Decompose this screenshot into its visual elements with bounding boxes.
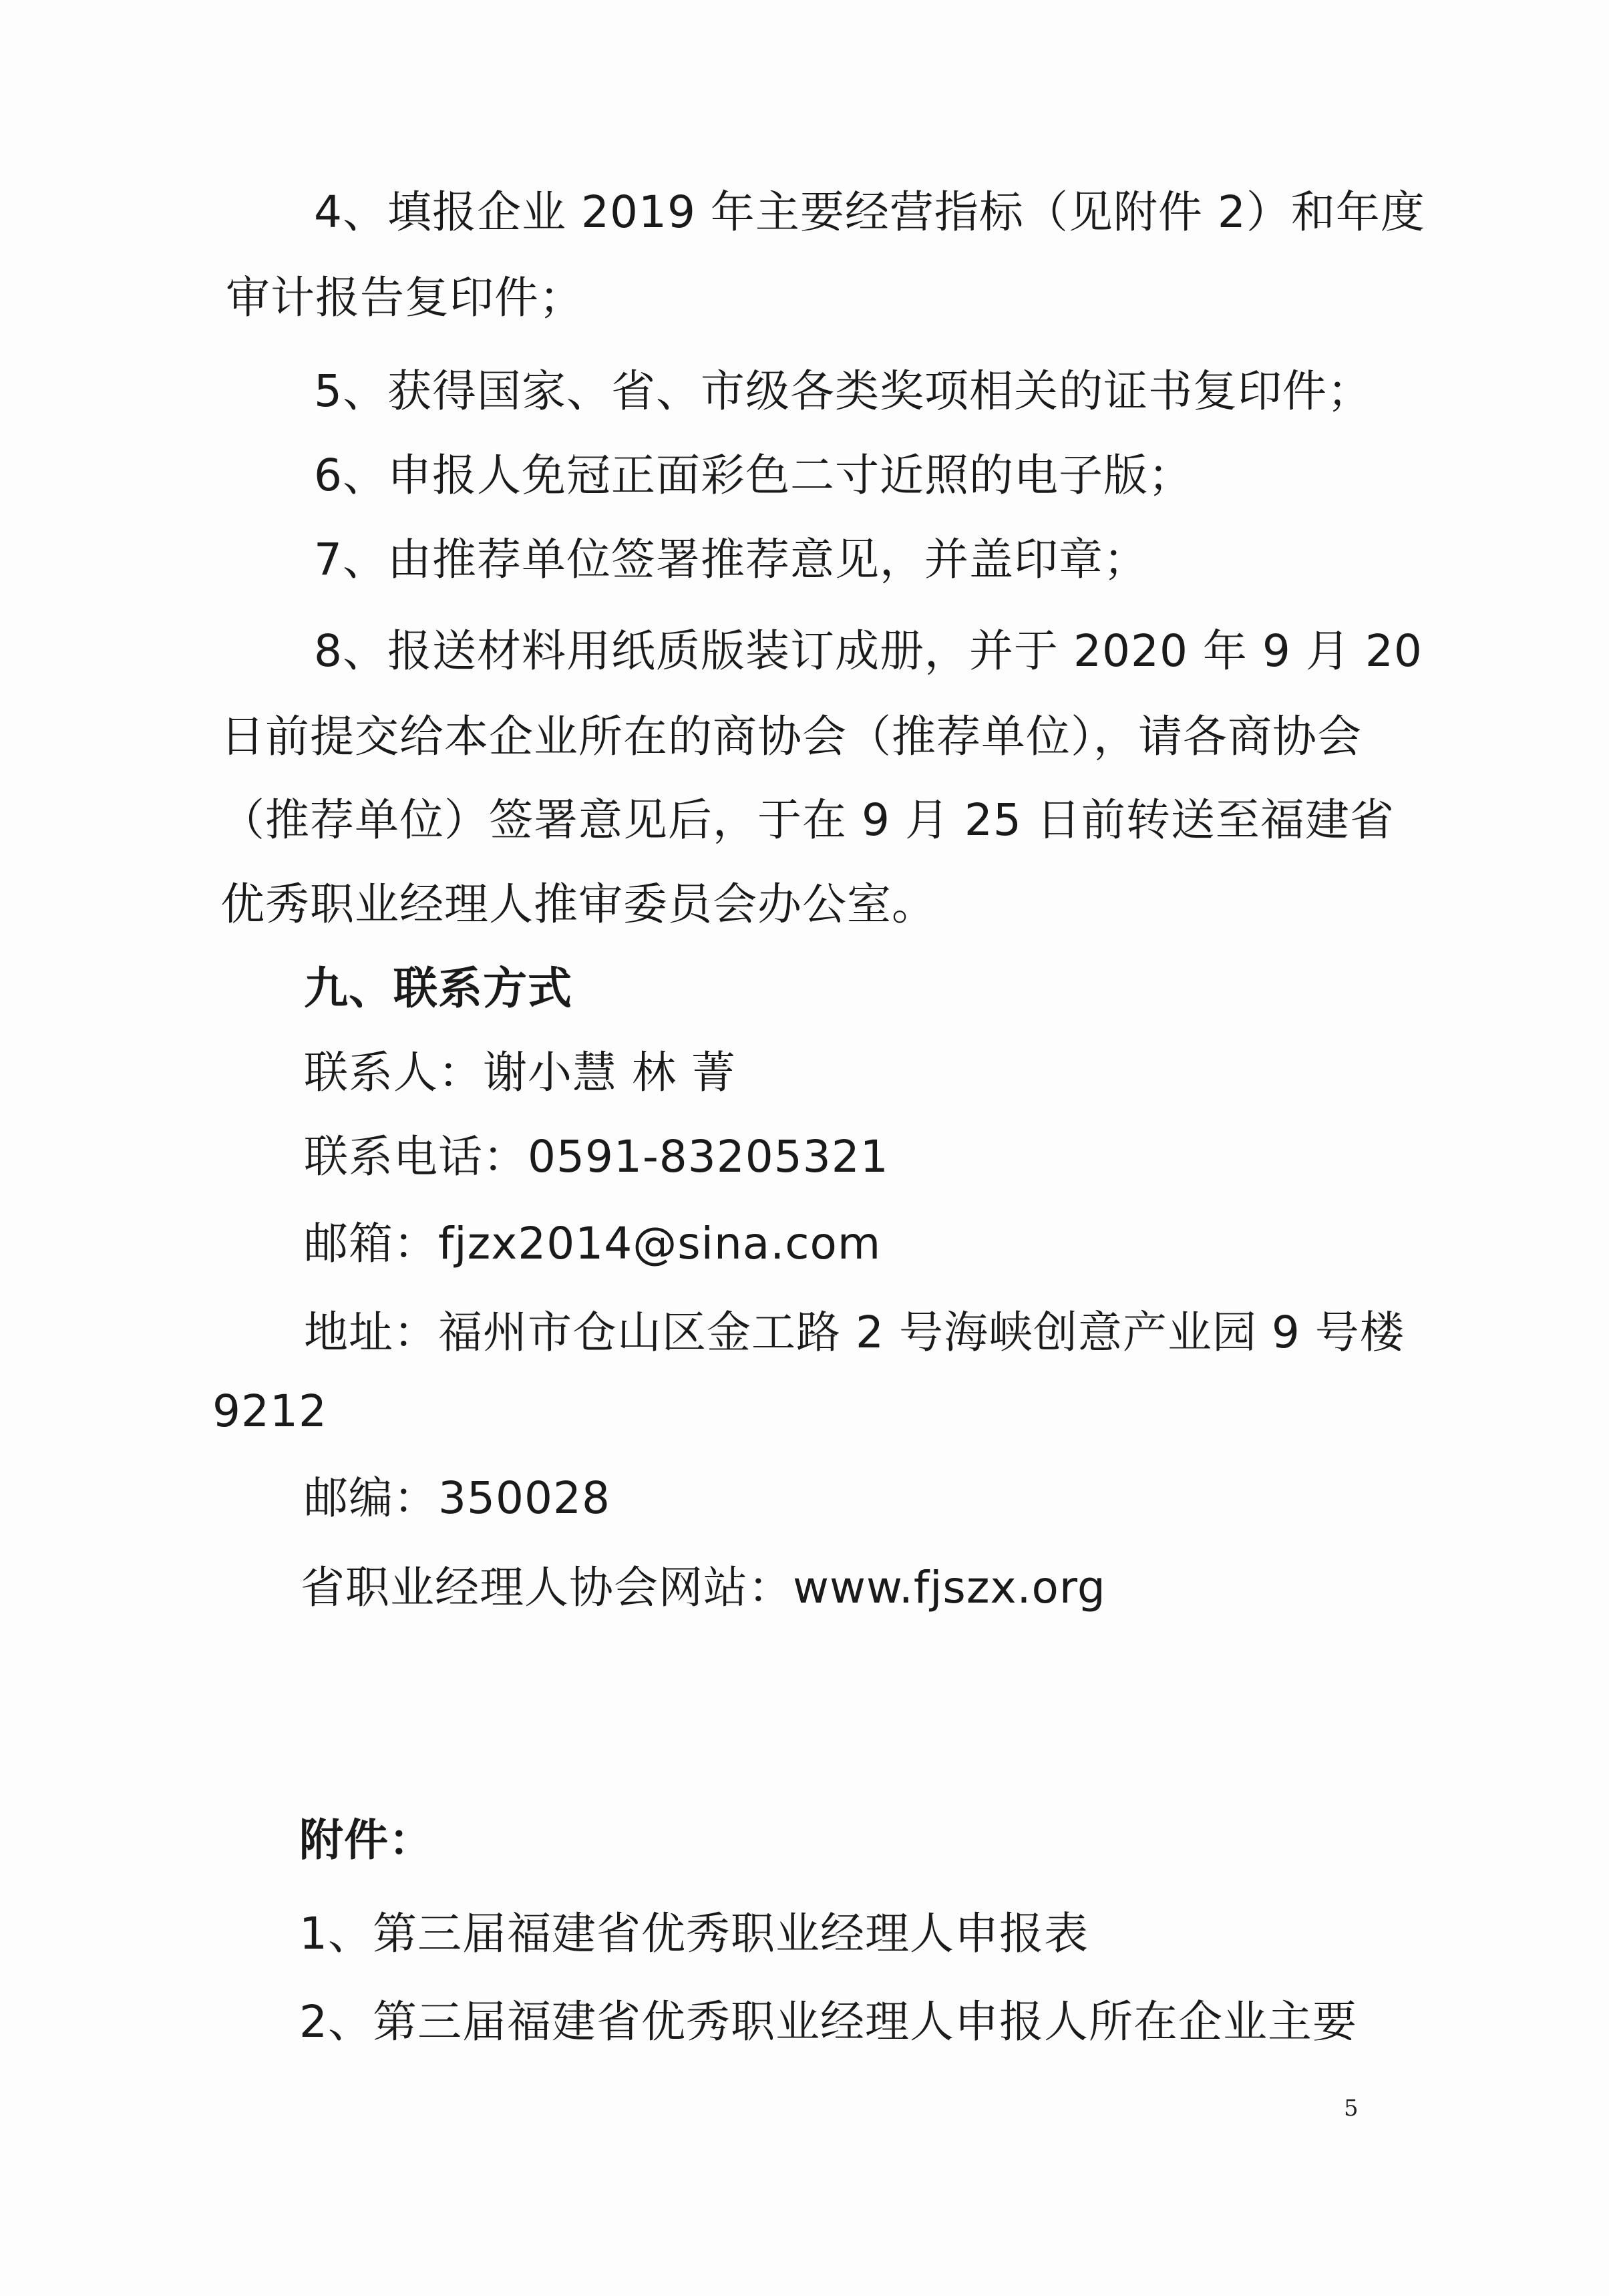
item-4-line-2: 审计报告复印件； xyxy=(226,272,584,323)
contact-heading: 九、联系方式 xyxy=(304,963,572,1014)
contact-address-line-1: 地址：福州市仓山区金工路 2 号海峡创意产业园 9 号楼 xyxy=(304,1307,1405,1358)
contact-person: 联系人：谢小慧 林 菁 xyxy=(304,1047,736,1098)
item-5-line: 5、获得国家、省、市级各类奖项相关的证书复印件； xyxy=(314,365,1372,417)
item-4-line-1: 4、填报企业 2019 年主要经营指标（见附件 2）和年度 xyxy=(314,186,1425,238)
item-7-line: 7、由推荐单位签署推荐意见，并盖印章； xyxy=(314,534,1148,585)
item-8-line-3: （推荐单位）签署意见后，于在 9 月 25 日前转送至福建省 xyxy=(220,794,1395,846)
attachment-item-2: 2、第三届福建省优秀职业经理人申报人所在企业主要 xyxy=(299,1996,1357,2047)
attachments-heading: 附件： xyxy=(299,1814,433,1866)
attachment-item-1: 1、第三届福建省优秀职业经理人申报表 xyxy=(299,1908,1089,1959)
item-8-line-4: 优秀职业经理人推审委员会办公室。 xyxy=(220,878,936,930)
contact-phone: 联系电话：0591-83205321 xyxy=(304,1131,889,1182)
item-6-line: 6、申报人免冠正面彩色二寸近照的电子版； xyxy=(314,450,1193,501)
page-number: 5 xyxy=(1344,2095,1359,2122)
contact-address-line-2: 9212 xyxy=(212,1385,327,1437)
contact-email: 邮箱：fjzx2014@sina.com xyxy=(304,1218,882,1269)
contact-postcode: 邮编：350028 xyxy=(304,1472,610,1524)
item-8-line-2: 日前提交给本企业所在的商协会（推荐单位），请各商协会 xyxy=(220,711,1362,762)
contact-website: 省职业经理人协会网站：www.fjszx.org xyxy=(301,1562,1106,1613)
item-8-line-1: 8、报送材料用纸质版装订成册，并于 2020 年 9 月 20 xyxy=(314,625,1423,677)
